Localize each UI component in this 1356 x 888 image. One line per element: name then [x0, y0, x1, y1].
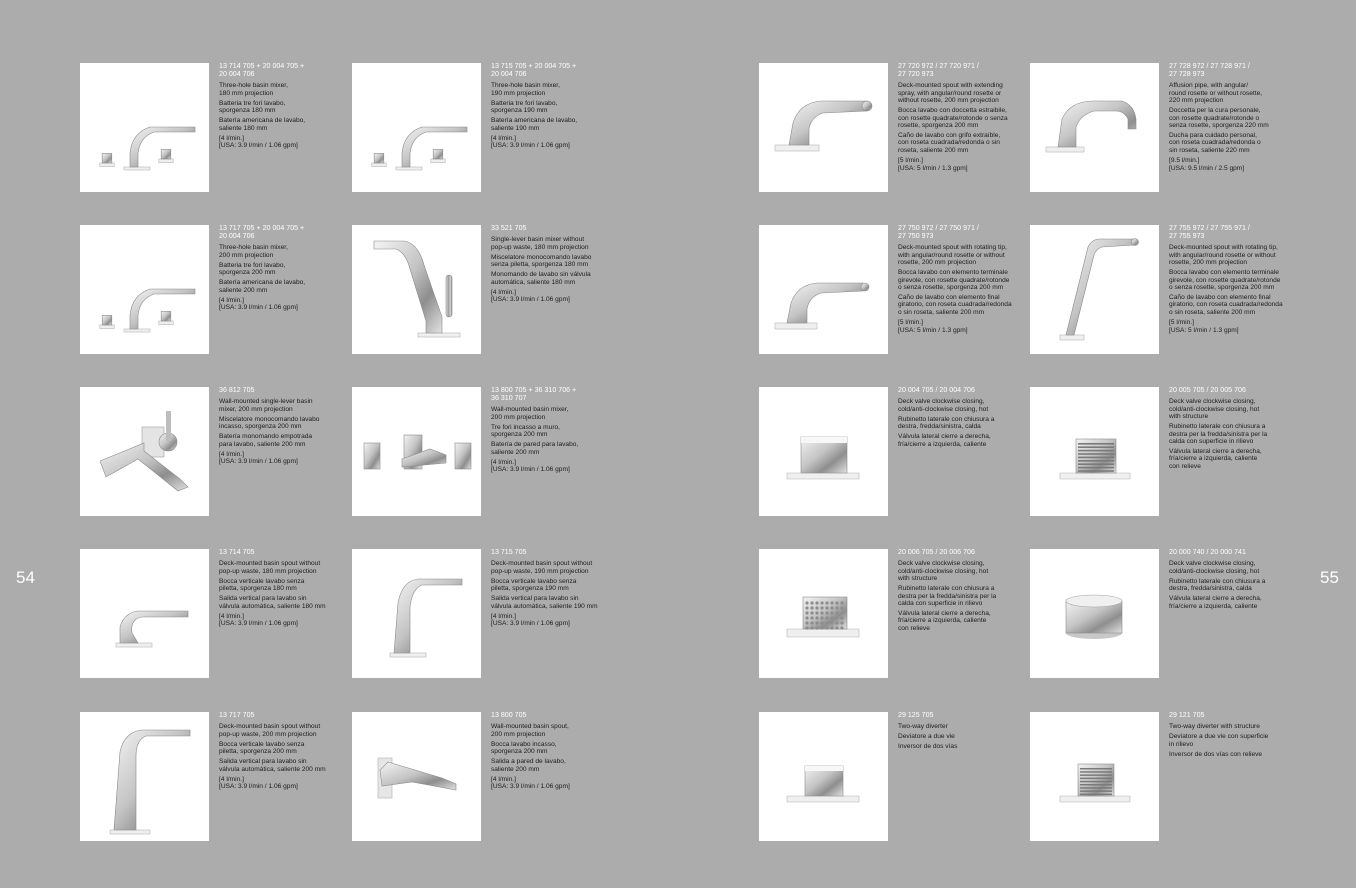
product-text	[1169, 387, 1291, 473]
short-spout-icon	[80, 549, 209, 678]
desc-spanish: Batería americana de lavabo, saliente 180 mm	[219, 117, 306, 132]
page-number-right: 55	[1320, 568, 1339, 587]
product-image	[352, 387, 481, 516]
desc-italian: Miscelatore monocomando lavabo incasso, sporgenza 200 mm	[219, 415, 320, 431]
desc-english: Deck-mounted basin spout without pop-up waste, 200 mm projection	[219, 723, 321, 738]
product-text	[1169, 712, 1291, 761]
desc-spanish: Salida vertical para lavabo sin válvula automática, saliente 200 mm	[219, 758, 326, 773]
flow-rate: [5 l/min.] [USA: 5 l/min / 1.3 gpm]	[898, 157, 968, 172]
desc-english: Wall-mounted basin mixer, 200 mm projection	[491, 406, 569, 421]
product-card	[759, 63, 1019, 193]
product-image	[759, 549, 888, 678]
diamond-valve-icon	[759, 549, 888, 678]
desc-italian: Deviatore a due vie	[898, 733, 955, 741]
desc-spanish: Ducha para cuidado personal, con roseta cuadrada/redonda o sin roseta, saliente 220 mm	[1169, 131, 1261, 154]
product-card	[80, 712, 340, 842]
desc-spanish: Salida vertical para lavabo sin válvula automática, saliente 180 mm	[219, 595, 326, 610]
flow-rate: [5 l/min.] [USA: 5 l/min / 1.3 gpm]	[898, 319, 968, 334]
product-code: 29 125 705	[898, 711, 934, 719]
product-card	[352, 387, 612, 517]
product-code: 20 005 705 / 20 005 706	[1169, 386, 1246, 394]
product-text	[491, 225, 613, 306]
product-code: 20 000 740 / 20 000 741	[1169, 548, 1246, 556]
desc-english: Deck valve clockwise closing, cold/anti-clockwise closing, hot	[898, 398, 989, 413]
product-text	[898, 63, 1020, 175]
desc-english: Affusion pipe, with angular/ round rosette or without rosette, 220 mm projection	[1169, 82, 1263, 105]
product-image	[80, 712, 209, 841]
affusion-pipe-icon	[1030, 63, 1159, 192]
product-code: 13 714 705	[219, 548, 255, 556]
product-code: 29 121 705	[1169, 711, 1205, 719]
product-code: 27 750 972 / 27 750 971 / 27 750 973	[898, 224, 979, 240]
product-card	[1030, 712, 1290, 842]
desc-english: Three-hole basin mixer, 180 mm projection	[219, 82, 288, 97]
wall-spout-icon	[352, 712, 481, 841]
structured-diverter-icon	[1030, 712, 1159, 841]
product-text	[219, 712, 341, 793]
desc-spanish: Batería americana de lavabo, saliente 200 mm	[219, 279, 306, 294]
desc-italian: Bocca verticale lavabo senza piletta, sporgenza 180 mm	[219, 577, 305, 593]
desc-italian: Miscelatore monocomando lavabo senza piletta, sporgenza 180 mm	[491, 253, 592, 269]
desc-italian: Bocca verticale lavabo senza piletta, sporgenza 200 mm	[219, 740, 305, 756]
desc-spanish: Inversor de dos vías	[898, 743, 958, 751]
product-code: 27 728 972 / 27 728 971 / 27 728 973	[1169, 62, 1250, 78]
product-image	[80, 387, 209, 516]
desc-italian: Rubinetto laterale con chiusura a destra per la fredda/sinistra per la calda con superficie in rilievo	[898, 585, 997, 608]
product-card	[352, 63, 612, 193]
desc-english: Deck-mounted spout with rotating tip, with angular/round rosette or without rosette, 200 mm projection	[1169, 244, 1278, 267]
product-code: 27 720 972 / 27 720 971 / 27 720 973	[898, 62, 979, 78]
desc-english: Three-hole basin mixer, 200 mm projection	[219, 244, 288, 259]
flow-rate: [9.5 l/min.] [USA: 9.5 l/min / 2.5 gpm]	[1169, 157, 1245, 172]
desc-italian: Bocca lavabo con doccetta estraibile, con rosette quadrate/rotonde o senza rosette, sporgenza 200 mm	[898, 107, 1008, 129]
product-image	[80, 225, 209, 354]
desc-italian: Bocca lavabo con elemento terminale girevole, con rosette quadrate/rotonde o senza rosette, sporgenza 200 mm	[1169, 269, 1281, 291]
product-code: 20 004 705 / 20 004 706	[898, 386, 975, 394]
product-code: 13 717 705	[219, 711, 255, 719]
desc-spanish: Válvula lateral cierre a derecha, fría/cierre a izquierda, caliente con relieve	[1169, 448, 1262, 470]
product-image	[759, 387, 888, 516]
product-card	[80, 387, 340, 517]
flow-rate: [4 l/min.] [USA: 3.9 l/min / 1.06 gpm]	[491, 458, 570, 474]
page-number-left: 54	[16, 568, 35, 587]
product-code: 13 717 705 + 20 004 705 + 20 004 706	[219, 224, 305, 240]
flow-rate: [4 l/min.] [USA: 3.9 l/min / 1.06 gpm]	[491, 776, 570, 791]
product-code: 13 715 705	[491, 548, 527, 556]
desc-english: Deck valve clockwise closing, cold/anti-clockwise closing, hot	[1169, 560, 1260, 575]
product-card	[1030, 387, 1290, 517]
product-text	[491, 387, 613, 476]
product-card	[1030, 549, 1290, 679]
desc-english: Deck valve clockwise closing, cold/anti-clockwise closing, hot with structure	[898, 560, 989, 583]
product-code: 13 714 705 + 20 004 705 + 20 004 706	[219, 62, 305, 78]
desc-english: Deck-mounted basin spout without pop-up waste, 180 mm projection	[219, 560, 321, 575]
desc-spanish: Caño de lavabo con elemento final giratorio, con roseta cuadrada/redonda o sin roseta, saliente 200 mm	[1169, 293, 1283, 316]
round-valve-icon	[1030, 549, 1159, 678]
product-card	[1030, 225, 1290, 355]
product-image	[352, 225, 481, 354]
desc-italian: Bocca lavabo con elemento terminale girevole, con rosette quadrate/rotonde o senza rosette, sporgenza 200 mm	[898, 269, 1010, 291]
desc-italian: Deviatore a due vie con superficie in rilievo	[1169, 733, 1269, 748]
product-card	[759, 387, 1019, 517]
product-text	[219, 225, 341, 314]
desc-spanish: Inversor de dos vías con relieve	[1169, 750, 1263, 758]
desc-spanish: Válvula lateral cierre a derecha, fría/cierre a izquierda, caliente	[898, 433, 991, 448]
desc-italian: Batteria tre fori lavabo, sporgenza 190 mm	[491, 99, 558, 115]
flow-rate: [4 l/min.] [USA: 3.9 l/min / 1.06 gpm]	[219, 296, 298, 312]
wall-three-hole-icon	[352, 387, 481, 516]
product-card	[1030, 63, 1290, 193]
product-text	[1169, 549, 1291, 613]
medium-spout-icon	[352, 549, 481, 678]
desc-italian: Batteria tre fori lavabo, sporgenza 180 mm	[219, 99, 286, 115]
desc-spanish: Batería americana de lavabo, saliente 190 mm	[491, 117, 578, 132]
product-image	[352, 549, 481, 678]
product-code: 27 755 972 / 27 755 971 / 27 755 973	[1169, 224, 1250, 240]
flow-rate: [4 l/min.] [USA: 3.9 l/min / 1.06 gpm]	[491, 134, 570, 150]
product-image	[759, 712, 888, 841]
product-code: 20 006 705 / 20 006 706	[898, 548, 975, 556]
wall-mixer-icon	[80, 387, 209, 516]
product-card	[759, 225, 1019, 355]
structured-valve-icon	[1030, 387, 1159, 516]
product-card	[759, 549, 1019, 679]
desc-english: Two-way diverter	[898, 723, 948, 731]
product-code: 36 812 705	[219, 386, 255, 394]
product-card	[759, 712, 1019, 842]
product-card	[352, 549, 612, 679]
flow-rate: [4 l/min.] [USA: 3.9 l/min / 1.06 gpm]	[219, 613, 298, 628]
product-card	[80, 549, 340, 679]
desc-italian: Bocca verticale lavabo senza piletta, sporgenza 190 mm	[491, 577, 577, 593]
desc-spanish: Caño de lavabo con grifo extraíble, con roseta cuadrada/redonda o sin roseta, saliente 200 mm	[898, 131, 1001, 154]
desc-english: Single-lever basin mixer without pop-up waste, 180 mm projection	[491, 236, 589, 251]
product-code: 13 800 705	[491, 711, 527, 719]
flow-rate: [5 l/min.] [USA: 5 l/min / 1.3 gpm]	[1169, 319, 1239, 334]
product-image	[1030, 549, 1159, 678]
product-image	[352, 712, 481, 841]
product-image	[80, 549, 209, 678]
product-card	[80, 225, 340, 355]
product-text	[491, 549, 613, 630]
product-image	[1030, 225, 1159, 354]
product-text	[898, 712, 1020, 753]
desc-italian: Rubinetto laterale con chiusura a destra, fredda/sinistra, calda	[1169, 577, 1266, 593]
product-code: 13 715 705 + 20 004 705 + 20 004 706	[491, 62, 577, 78]
three-hole-mixer-icon	[80, 225, 209, 354]
desc-spanish: Salida a pared de lavabo, saliente 200 mm	[491, 758, 566, 773]
product-card	[352, 225, 612, 355]
rotating-spout-icon	[759, 225, 888, 354]
three-hole-mixer-icon	[80, 63, 209, 192]
product-text	[898, 387, 1020, 451]
desc-spanish: Batería monomando empotrada para lavabo, saliente 200 mm	[219, 433, 313, 448]
desc-italian: Rubinetto laterale con chiusura a destra per la fredda/sinistra per la calda con superficie in rilievo	[1169, 423, 1268, 446]
product-code: 13 800 705 + 36 310 706 + 36 310 707	[491, 386, 577, 402]
product-text	[491, 63, 613, 152]
product-image	[352, 63, 481, 192]
product-text	[1169, 225, 1291, 337]
desc-spanish: Salida vertical para lavabo sin válvula automática, saliente 190 mm	[491, 595, 598, 610]
three-hole-mixer-icon	[352, 63, 481, 192]
flow-rate: [4 l/min.] [USA: 3.9 l/min / 1.06 gpm]	[491, 289, 570, 304]
pull-out-spout-icon	[759, 63, 888, 192]
desc-italian: Doccetta per la cura personale, con rosette quadrate/rotonde o senza rosette, sporgenza 220 mm	[1169, 107, 1269, 129]
flow-rate: [4 l/min.] [USA: 3.9 l/min / 1.06 gpm]	[219, 776, 298, 791]
desc-english: Deck-mounted spout with extending spray, with angular/round rosette or without rosette, 200 mm projection	[898, 82, 1003, 105]
desc-english: Wall-mounted basin spout, 200 mm projection	[491, 723, 569, 738]
product-card	[80, 63, 340, 193]
flow-rate: [4 l/min.] [USA: 3.9 l/min / 1.06 gpm]	[219, 134, 298, 150]
desc-spanish: Batería de pared para lavabo, saliente 200 mm	[491, 441, 579, 456]
product-image	[759, 225, 888, 354]
tall-spout-icon	[80, 712, 209, 841]
desc-italian: Tre fori incasso a muro, sporgenza 200 mm	[491, 423, 561, 439]
product-text	[898, 225, 1020, 337]
single-lever-mixer-icon	[352, 225, 481, 354]
product-text	[219, 63, 341, 152]
product-text	[1169, 63, 1291, 175]
desc-spanish: Monomando de lavabo sin válvula automática, saliente 180 mm	[491, 271, 591, 286]
desc-english: Deck-mounted spout with rotating tip, with angular/round rosette or without rosette, 200 mm projection	[898, 244, 1007, 267]
desc-english: Two-way diverter with structure	[1169, 723, 1260, 731]
desc-italian: Batteria tre fori lavabo, sporgenza 200 mm	[219, 261, 286, 277]
desc-spanish: Caño de lavabo con elemento final giratorio, con roseta cuadrada/redonda o sin roseta, saliente 200 mm	[898, 293, 1012, 316]
product-image	[759, 63, 888, 192]
product-text	[219, 549, 341, 630]
desc-italian: Bocca lavabo incasso, sporgenza 200 mm	[491, 740, 557, 756]
product-text	[491, 712, 613, 793]
desc-english: Three-hole basin mixer, 190 mm projection	[491, 82, 560, 97]
desc-italian: Rubinetto laterale con chiusura a destra, fredda/sinistra, calda	[898, 415, 995, 431]
product-image	[80, 63, 209, 192]
product-text	[219, 387, 341, 468]
product-image	[1030, 387, 1159, 516]
diverter-icon	[759, 712, 888, 841]
deck-valve-icon	[759, 387, 888, 516]
desc-spanish: Válvula lateral cierre a derecha, fría/cierre a izquierda, caliente con relieve	[898, 610, 991, 632]
product-text	[898, 549, 1020, 635]
desc-english: Deck-mounted basin spout without pop-up waste, 190 mm projection	[491, 560, 593, 575]
desc-english: Wall-mounted single-lever basin mixer, 200 mm projection	[219, 398, 313, 413]
desc-english: Deck valve clockwise closing, cold/anti-clockwise closing, hot with structure	[1169, 398, 1260, 421]
flow-rate: [4 l/min.] [USA: 3.9 l/min / 1.06 gpm]	[491, 613, 570, 628]
flow-rate: [4 l/min.] [USA: 3.9 l/min / 1.06 gpm]	[219, 451, 298, 466]
product-image	[1030, 63, 1159, 192]
desc-spanish: Válvula lateral cierre a derecha, fría/cierre a izquierda, caliente	[1169, 595, 1262, 610]
tall-rotating-spout-icon	[1030, 225, 1159, 354]
product-image	[1030, 712, 1159, 841]
product-code: 33 521 705	[491, 224, 527, 232]
product-card	[352, 712, 612, 842]
